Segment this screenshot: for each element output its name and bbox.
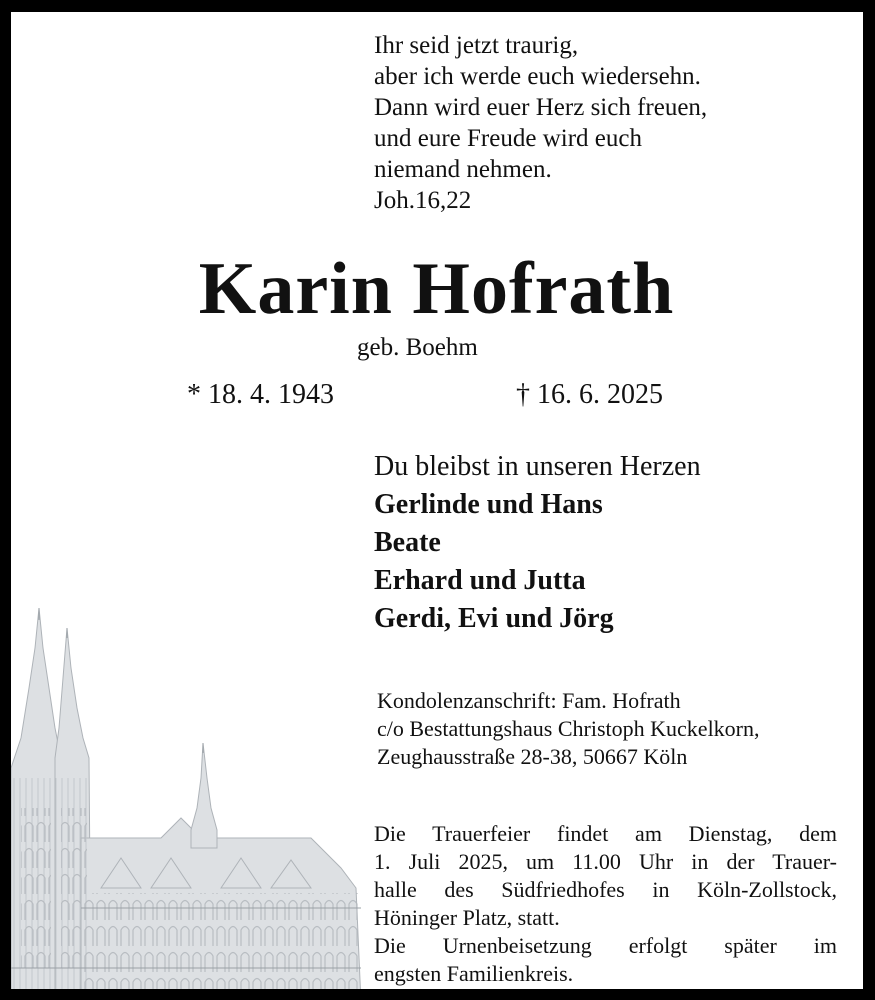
deceased-name: Karin Hofrath bbox=[198, 248, 675, 330]
service-line: 1. Juli 2025, um 11.00 Uhr in der Trauer- bbox=[374, 849, 837, 874]
address-line-1: Kondolenzanschrift: Fam. Hofrath bbox=[377, 688, 681, 713]
mourners-intro: Du bleibst in unseren Herzen bbox=[374, 451, 701, 482]
verse-line-2: aber ich werde euch wiedersehn. bbox=[374, 63, 701, 90]
cologne-cathedral-icon bbox=[11, 608, 361, 1000]
birth-star-icon: * bbox=[187, 379, 201, 410]
service-line: Die Trauerfeier findet am Dienstag, dem bbox=[374, 821, 837, 846]
mourner-name: Erhard und Jutta bbox=[374, 565, 586, 596]
mourner-name: Gerdi, Evi und Jörg bbox=[374, 603, 614, 634]
address-line-2: c/o Bestattungshaus Christoph Kuckelkorn, bbox=[377, 716, 760, 741]
service-line: engsten Familienkreis. bbox=[374, 961, 574, 986]
funeral-service-info bbox=[374, 820, 837, 988]
mourner-name: Beate bbox=[374, 527, 441, 558]
maiden-name: geb. Boehm bbox=[357, 334, 478, 361]
bible-verse bbox=[374, 30, 707, 216]
verse-line-3: Dann wird euer Herz sich freuen, bbox=[374, 94, 708, 121]
birth-date: 18. 4. 1943 bbox=[208, 379, 334, 410]
verse-line-5: niemand nehmen. bbox=[374, 156, 552, 183]
verse-line-1: Ihr seid jetzt traurig, bbox=[374, 32, 579, 59]
service-line: Die Urnenbeisetzung erfolgt später im bbox=[374, 933, 837, 958]
mourner-name: Gerlinde und Hans bbox=[374, 489, 603, 520]
verse-line-4: und eure Freude wird euch bbox=[374, 125, 642, 152]
verse-reference: Joh.16,22 bbox=[374, 187, 472, 214]
address-line-3: Zeughausstraße 28-38, 50667 Köln bbox=[377, 744, 688, 769]
birth-date-block bbox=[187, 377, 334, 413]
service-line: Höninger Platz, statt. bbox=[374, 905, 560, 930]
service-line: halle des Südfriedhofes in Köln-Zollstock, bbox=[374, 877, 837, 902]
mourners-block bbox=[374, 448, 701, 638]
death-cross-icon: † bbox=[516, 379, 530, 410]
death-date-block bbox=[513, 377, 663, 413]
condolence-address bbox=[377, 687, 760, 771]
death-date: 16. 6. 2025 bbox=[537, 379, 663, 410]
